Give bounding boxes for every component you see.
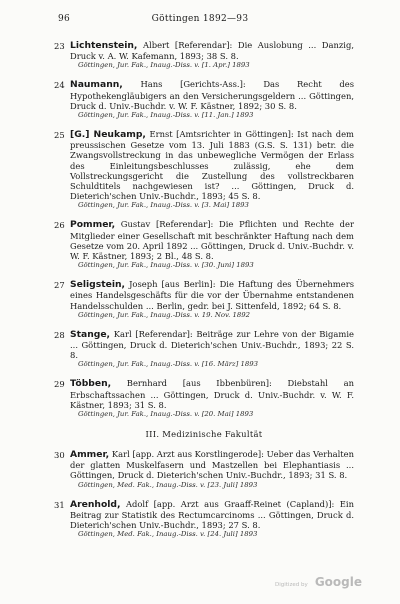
entry-author: Stange, (70, 328, 111, 340)
entry-number: 29 (54, 379, 65, 390)
bibliography-entry (54, 129, 354, 210)
entry-title-imprint: Joseph [aus Berlin]: Die Haftung des Übernehmers eines Handelsgeschäfts für die vor der Übernahme entstandenen Handelsschulden ... Berlin, gedr. bei J. Sittenfeld, 1892; 64 S. 8. (70, 279, 354, 311)
entry-title-imprint: Ernst [Amtsrichter in Göttingen]: Ist nach dem preussischen Gesetze vom 13. Juli 1883 (G.S. S. 131) betr. die Zwangsvollstreckung in das unbewegliche Vermögen der Erlass des Einleitungsbeschlusses zulässig, ehe dem Vollstreckungsgericht die Zustellung des vollstreckbaren Schuldtitels nachgewiesen ist? ... Göttingen, Druck d. Dieterich'schen Univ.-Buchdr., 1893; 45 S. 8. (70, 129, 354, 202)
entry-title-imprint: Bernhard [aus Ibbenbüren]: Diebstahl an Erbschaftssachen ... Göttingen, Druck d. Univ.-Buchdr. v. W. F. Kästner, 1893; 31 S. 8. (70, 378, 354, 410)
watermark-brand: Google (314, 575, 362, 589)
entry-number: 25 (54, 130, 65, 141)
entry-citation (70, 499, 354, 531)
entry-dissertation-note: Göttingen, Jur. Fak., Inaug.-Diss. v. [30. Juni] 1893 (78, 261, 254, 270)
digitization-watermark (275, 571, 362, 590)
entry-author: [G.] Neukamp, (70, 129, 146, 141)
entry-number: 30 (54, 450, 65, 461)
entry-author: Seligstein, (70, 279, 125, 291)
bibliography-entry (54, 499, 354, 540)
entry-number: 23 (54, 41, 65, 51)
entry-dissertation-note: Göttingen, Jur. Fak., Inaug.-Diss. v. [20. Mai] 1893 (78, 410, 254, 419)
bibliography-entry (54, 378, 354, 419)
entry-number: 24 (54, 80, 65, 91)
entry-citation (70, 79, 354, 111)
section-heading: III. Medizinische Fakultät (145, 429, 263, 440)
entry-title-imprint: Hans [Gerichts-Ass.]: Das Recht des Hypothekengläubigers an den Versicherungsgeldern ... Göttingen, Druck d. Univ.-Buchdr. v. W. F. Kästner, 1892; 30 S. 8. (70, 79, 354, 111)
entry-author: Pommer, (70, 219, 116, 231)
watermark-prefix: Digitized by (274, 582, 308, 588)
entry-number: 31 (54, 499, 65, 510)
entry-number: 27 (54, 280, 65, 291)
bibliography-entry (54, 40, 354, 70)
page-header (0, 14, 400, 28)
entry-number: 28 (54, 329, 65, 340)
entry-author: Naumann, (70, 79, 123, 91)
running-title: Göttingen 1892—93 (151, 14, 249, 24)
jurisprudence-entries (54, 40, 354, 419)
bibliography-entry (54, 329, 354, 370)
entry-dissertation-note: Göttingen, Jur. Fak., Inaug.-Diss. v. [16. März] 1893 (78, 360, 259, 369)
entry-list (54, 40, 354, 548)
entry-dissertation-note: Göttingen, Jur. Fak., Inaug.-Diss. v. [11. Jan.] 1893 (78, 111, 254, 120)
entry-author: Ammer, (70, 449, 110, 461)
entry-citation (70, 129, 354, 201)
entry-citation (70, 219, 354, 261)
entry-citation (70, 329, 354, 361)
entry-dissertation-note: Göttingen, Jur. Fak., Inaug.-Diss. v. [3. Mai] 1893 (78, 201, 249, 210)
entry-dissertation-note: Göttingen, Jur. Fak., Inaug.-Diss. v. [1. Apr.] 1893 (78, 61, 250, 70)
entry-citation (70, 449, 354, 481)
bibliography-entry (54, 219, 354, 270)
entry-author: Többen, (70, 378, 112, 390)
entry-dissertation-note: Göttingen, Jur. Fak., Inaug.-Diss. v. 19. Nov. 1892 (78, 310, 251, 319)
medicine-entries (54, 449, 354, 539)
entry-title-imprint: Gustav [Referendar]: Die Pflichten und Rechte der Mitglieder einer Gesellschaft mit beschränkter Haftung nach dem Gesetze vom 20. April 1892 ... Göttingen, Druck d. Univ.-Buchdr. v. W. F. Kästner, 1893; 2 Bl., 48 S. 8. (70, 219, 354, 262)
bibliography-entry (54, 79, 354, 120)
entry-author: Lichtenstein, (70, 40, 138, 51)
entry-title-imprint: Karl [Referendar]: Beiträge zur Lehre von der Bigamie ... Göttingen, Druck d. Dieterich'schen Univ.-Buchdr., 1893; 22 S. 8. (70, 328, 354, 361)
entry-title-imprint: Adolf [app. Arzt aus Graaff-Reinet (Capland)]: Ein Beitrag zur Statistik des Rectumcarcinoms ... Göttingen, Druck d. Dieterich'schen Univ.-Buchdr., 1893; 27 S. 8. (70, 498, 354, 531)
entry-dissertation-note: Göttingen, Med. Fak., Inaug.-Diss. v. [23. Juli] 1893 (78, 480, 258, 489)
entry-citation (70, 40, 354, 61)
bibliography-entry (54, 279, 354, 320)
entry-citation (70, 378, 354, 410)
entry-title-imprint: Karl [app. Arzt aus Korstlingerode]: Ueber das Verhalten der glatten Muskelfasern und Mastzellen bei Elephantiasis ... Göttingen, Druck d. Dieterich'schen Univ.-Buchdr., 1893; 31 S. 8. (70, 449, 354, 481)
entry-number: 26 (54, 220, 65, 231)
bibliography-entry (54, 449, 354, 490)
entry-title-imprint: Albert [Referendar]: Die Auslobung ... Danzig, Druck v. A. W. Kafemann, 1893; 38 S. 8. (70, 40, 354, 62)
entry-citation (70, 279, 354, 311)
page-number: 96 (58, 14, 71, 24)
entry-dissertation-note: Göttingen, Med. Fak., Inaug.-Diss. v. [24. Juli] 1893 (78, 530, 258, 539)
entry-author: Arenhold, (70, 498, 121, 510)
